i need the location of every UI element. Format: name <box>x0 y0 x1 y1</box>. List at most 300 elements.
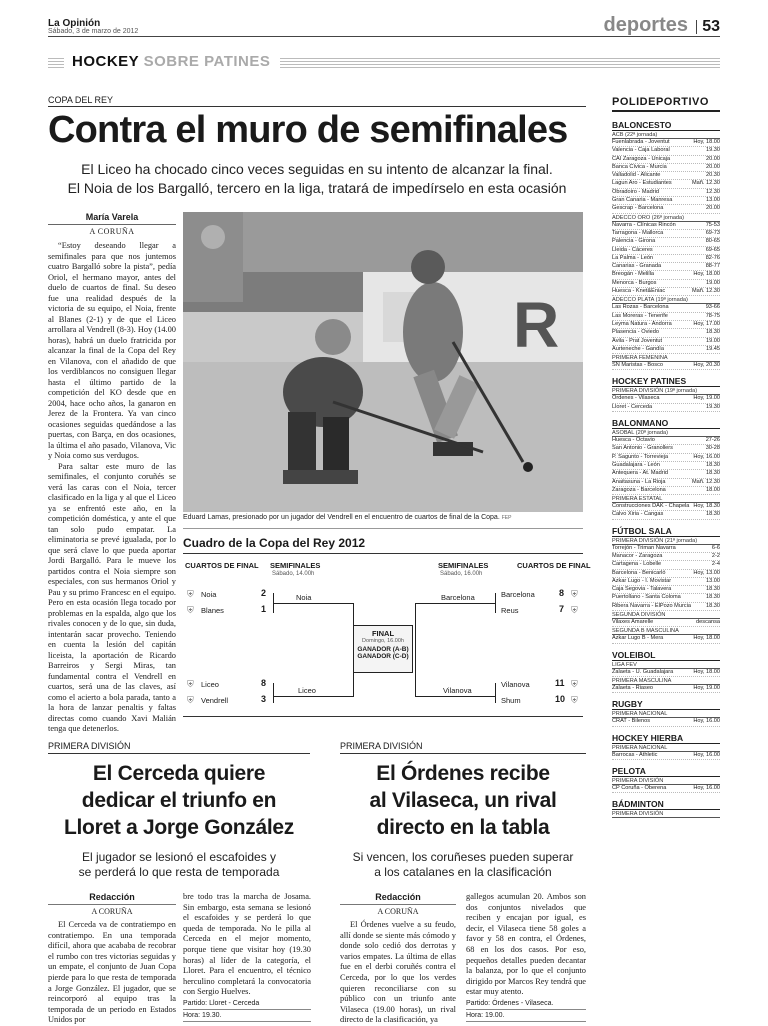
match-name: Las Rozas - Barcelona <box>612 304 669 311</box>
bracket-score: 1 <box>261 604 267 614</box>
bracket-team: Barcelona <box>501 590 535 599</box>
bracket-sf-team: Vilanova <box>443 686 472 695</box>
match-name: San Antonio - Granollers <box>612 445 673 452</box>
team-crest-icon: ⛨ <box>571 605 578 615</box>
match-name: Huesca - Knet&Eniac <box>612 288 666 295</box>
bracket-top-rule <box>183 553 583 554</box>
bracket-score: 11 <box>555 678 565 688</box>
match-result: Mañ. 12.30 <box>692 288 720 295</box>
result-row <box>612 594 720 602</box>
competition-label: ACB (22ª jornada) <box>612 132 720 139</box>
team-crest-icon: ⛨ <box>187 695 194 705</box>
match-result: 18.00 <box>706 486 720 493</box>
bracket-line <box>273 696 353 697</box>
team-crest-icon: ⛨ <box>187 589 194 599</box>
story3-infobox <box>466 998 586 1022</box>
bracket-bottom-rule <box>183 716 583 717</box>
bracket-team: Reus <box>501 606 519 615</box>
match-name: Palencia - Girona <box>612 238 656 245</box>
match-result: Hoy, 18.00 <box>693 635 720 642</box>
result-row <box>612 313 720 321</box>
match-result: Mañ. 12.30 <box>692 180 720 187</box>
match-result: 78-75 <box>705 312 720 319</box>
story2-headline <box>40 760 318 841</box>
result-row <box>612 362 720 370</box>
story2-subtitle-line: El jugador se lesionó el escafoides y <box>81 850 277 864</box>
story2-infobox <box>183 998 311 1022</box>
photo-credit: FEP <box>501 515 512 521</box>
story2-info-match: Partido: Lloret - Cerceda <box>183 998 311 1010</box>
match-result: 19.00 <box>706 279 720 286</box>
main-location: A CORUÑA <box>89 227 135 236</box>
match-result: 93-66 <box>705 304 720 311</box>
sidebar-content <box>612 120 720 818</box>
match-result: Hoy, 16.00 <box>693 751 720 758</box>
result-row <box>612 180 720 188</box>
match-result: 2-2 <box>711 552 720 559</box>
match-result: Hoy, 16.00 <box>693 784 720 791</box>
polideportivo-sidebar <box>612 96 720 1024</box>
match-name: Canarias - Granada <box>612 263 662 270</box>
match-name: Calvo Xiria - Cangas <box>612 511 664 518</box>
page-separator <box>696 20 697 34</box>
match-result: 18.30 <box>706 511 720 518</box>
result-row <box>612 147 720 155</box>
result-row <box>612 205 720 213</box>
match-name: Las Moreras - Tenerife <box>612 312 668 319</box>
match-result: 27-26 <box>705 437 720 444</box>
sport-heading: BALONMANO <box>612 418 720 429</box>
match-result: 18.30 <box>706 602 720 609</box>
result-row <box>612 346 720 354</box>
match-name: Gescrap - Barcelona <box>612 205 664 212</box>
match-name: Huesca - Octavio <box>612 437 655 444</box>
match-name: Azkar Lugo - I. Movistar <box>612 577 672 584</box>
bracket-line <box>273 603 353 604</box>
match-name: Aurteneche - Gandía <box>612 345 664 352</box>
result-row <box>612 189 720 197</box>
main-subtitle-line-1: El Liceo ha chocado cinco veces seguidas en su intento de alcanzar la final. <box>81 161 553 177</box>
match-name: Órdenes - Vilaseca <box>612 395 660 402</box>
bracket-final-box <box>353 625 413 673</box>
match-result: 69-73 <box>705 229 720 236</box>
main-byline-rule <box>48 224 176 225</box>
match-name: Antequera - At. Madrid <box>612 470 668 477</box>
story3-info-time: Hora: 19.00. <box>466 1010 586 1022</box>
match-result: Hoy, 16.00 <box>693 718 720 725</box>
match-result: 20.00 <box>706 205 720 212</box>
story2-paragraph: El Cerceda va de contratiempo en contratiempo. En una temporada difícil, ahora que acababa de recobrar el rumbo con tres victorias seguidas y un empate, el conjunto de Juan Copa pierde para lo que resta de temporada a Jorge González. El jugador, que se reincorporó al equipo tras la temporada de un periodo en Estados Unidos por <box>48 920 176 1025</box>
competition-label: SEGUNDA B MASCULINA <box>612 628 720 635</box>
result-row <box>612 197 720 205</box>
competition-label: PRIMERA DIVISIÓN (19ª jornada) <box>612 388 720 395</box>
cup-bracket <box>183 555 591 715</box>
match-result: 69-65 <box>705 246 720 253</box>
main-photo <box>183 212 583 512</box>
match-name: Ribera Navarra - ElPozo Murcia <box>612 602 691 609</box>
match-result: 18.30 <box>706 470 720 477</box>
story3-paragraph: El Órdenes vuelve a su feudo, allí donde se siente más cómodo y donde solo cedió dos derrotas y varios empates. La última de ellas fue en el derbi coruñés contra el Cerceda, por lo que los verdes quieren reconciliarse con su público con un triunfo ante Vilaseca (19.00 horas), un rival directo de la clasificación, ya <box>340 920 456 1025</box>
result-row <box>612 669 720 677</box>
bracket-final-label: FINAL <box>371 629 395 638</box>
bracket-title: Cuadro de la Copa del Rey 2012 <box>183 536 366 550</box>
match-result: 19.30 <box>706 403 720 410</box>
match-result: 12.30 <box>706 188 720 195</box>
result-row <box>612 271 720 279</box>
match-result: Hoy, 18.30 <box>693 503 720 510</box>
main-headline: Contra el muro de semifinales <box>48 109 568 151</box>
match-name: Valencia - Caja Laboral <box>612 147 670 154</box>
match-name: P. Sagunto - Torrevieja <box>612 453 669 460</box>
result-row <box>612 395 720 403</box>
bracket-final-time: Domingo, 16.00h <box>362 638 404 644</box>
match-name: Leyma Natura - Andorra <box>612 320 672 327</box>
sport-heading: HOCKEY HIERBA <box>612 733 720 744</box>
story2-subtitle <box>48 850 310 880</box>
result-row <box>612 280 720 288</box>
story2-info-time: Hora: 19.30. <box>183 1010 311 1022</box>
story2-kicker-rule <box>48 753 310 754</box>
match-name: Valladolid - Alicante <box>612 172 661 179</box>
main-subtitle-line-2: El Noia de los Bargalló, tercero en la liga, tratará de impedírselo en esta ocasión <box>67 180 567 196</box>
story3-col1 <box>340 920 456 1024</box>
bracket-sf-right-label: SEMIFINALES <box>438 561 489 570</box>
photo-caption-text: Eduard Lamas, presionado por un jugador del Vendrell en el encuentro de cuartos de final de la Copa. <box>183 514 500 521</box>
competition-label: PRIMERA FEMENINA <box>612 355 720 362</box>
bracket-score: 8 <box>261 678 267 688</box>
story3-subtitle <box>336 850 590 880</box>
match-name: Manacor - Zaragoza <box>612 552 663 559</box>
match-result: 18.30 <box>706 586 720 593</box>
bracket-sf-team: Barcelona <box>441 593 475 602</box>
match-result: 19.00 <box>706 337 720 344</box>
story3-location: A CORUÑA <box>377 907 419 916</box>
main-subtitle <box>48 160 586 198</box>
match-name: Construcciones DAK - Chapela <box>612 503 690 510</box>
bracket-qf-left-label: CUARTOS DE FINAL <box>185 561 259 570</box>
competition-label: LIGA FEV <box>612 662 720 669</box>
bracket-team: Noia <box>201 590 217 599</box>
bracket-qf-right-label: CUARTOS DE FINAL <box>517 561 591 570</box>
story2-kicker: PRIMERA DIVISIÓN <box>48 741 131 751</box>
match-name: Vilaxes Amarelle <box>612 619 654 626</box>
match-result: 2-4 <box>711 561 720 568</box>
team-crest-icon: ⛨ <box>187 679 194 689</box>
result-row <box>612 304 720 312</box>
competition-label: ADECCO PLATA (19ª jornada) <box>612 297 720 304</box>
match-result: Hoy, 13.00 <box>693 569 720 576</box>
band-hatch-left <box>48 58 64 68</box>
sport-heading: BALONCESTO <box>612 120 720 131</box>
bracket-score: 10 <box>555 694 566 704</box>
bracket-line <box>415 696 495 697</box>
match-name: La Palma - León <box>612 254 654 261</box>
competition-label: PRIMERA DIVISIÓN (21ª jornada) <box>612 538 720 545</box>
issue-date: Sábado, 3 de marzo de 2012 <box>48 28 139 35</box>
match-result: 13.00 <box>706 577 720 584</box>
photo-caption <box>183 514 583 521</box>
result-row <box>612 462 720 470</box>
match-name: Barrocas - Athletic <box>612 751 658 758</box>
bracket-line <box>415 603 495 604</box>
match-result: 13.00 <box>706 197 720 204</box>
sidebar-title: POLIDEPORTIVO <box>612 96 720 112</box>
sport-heading: VOLEIBOL <box>612 650 720 661</box>
competition-label: PRIMERA MASCULINA <box>612 678 720 685</box>
result-row <box>612 255 720 263</box>
result-row <box>612 288 720 296</box>
section-band <box>48 53 720 70</box>
match-name: Zaragoza - Barcelona <box>612 486 666 493</box>
story3-kicker-rule <box>340 753 586 754</box>
match-result: Hoy, 19.00 <box>693 395 720 402</box>
band-hatch-right <box>280 58 720 68</box>
match-result: 19.45 <box>706 345 720 352</box>
bracket-score: 7 <box>559 604 565 614</box>
story3-byline: Redacción <box>375 892 421 902</box>
sport-heading: PELOTA <box>612 766 720 777</box>
match-name: Lloret - Cerceda <box>612 403 653 410</box>
story2-col2 <box>183 892 311 997</box>
story3-kicker: PRIMERA DIVISIÓN <box>340 741 423 751</box>
bracket-line <box>273 683 274 703</box>
match-result: Hoy, 18.00 <box>693 271 720 278</box>
publication-name: La Opinión <box>48 18 101 29</box>
match-name: Tarragona - Mallorca <box>612 229 664 236</box>
story3-subtitle-line: Si vencen, los coruñeses pueden superar <box>352 850 574 864</box>
band-title <box>68 53 274 70</box>
result-row <box>612 685 720 693</box>
bracket-score: 2 <box>261 588 267 598</box>
team-crest-icon: ⛨ <box>187 605 194 615</box>
match-name: Lagun Aro - Estudiantes <box>612 180 672 187</box>
match-name: CP Coruña - Oberena <box>612 784 667 791</box>
story3-col2 <box>466 892 586 997</box>
result-row <box>612 139 720 147</box>
match-name: Anaitasuna - La Rioja <box>612 478 666 485</box>
result-row <box>612 635 720 643</box>
bracket-final-line: GANADOR (A-B) <box>357 646 409 653</box>
competition-label: PRIMERA ESTATAL <box>612 496 720 503</box>
result-row <box>612 487 720 495</box>
result-row <box>612 479 720 487</box>
match-name: Torrejón - Triman Navarra <box>612 544 676 551</box>
story2-byline-rule <box>48 904 176 905</box>
result-row <box>612 511 720 519</box>
match-name: SN Maristas - Bosco <box>612 362 663 369</box>
result-row <box>612 561 720 569</box>
competition-label: PRIMERA DIVISIÓN <box>612 811 720 818</box>
match-result: descansa <box>696 619 720 626</box>
result-row <box>612 263 720 271</box>
result-row <box>612 404 720 412</box>
result-row <box>612 437 720 445</box>
bracket-score: 8 <box>559 588 565 598</box>
result-row <box>612 238 720 246</box>
bracket-sf-team: Noia <box>296 593 312 602</box>
match-name: Plasencia - Oviedo <box>612 329 659 336</box>
story2-col1 <box>48 920 176 1024</box>
bracket-final-line: GANADOR (C-D) <box>357 653 409 660</box>
match-result: Hoy, 20.30 <box>693 362 720 369</box>
result-row <box>612 222 720 230</box>
match-name: Obradoiro - Madrid <box>612 188 659 195</box>
team-crest-icon: ⛨ <box>571 695 578 705</box>
result-row <box>612 718 720 726</box>
svg-text:R: R <box>513 289 560 361</box>
match-name: CAI Zaragoza - Unicaja <box>612 155 671 162</box>
result-row <box>612 752 720 760</box>
story2-subtitle-line: se perderá lo que resta de temporada <box>78 865 280 879</box>
match-result: 82-76 <box>705 254 720 261</box>
story3-subtitle-line: a los catalanes en la clasificación <box>374 865 552 879</box>
sport-heading: HOCKEY PATINES <box>612 376 720 387</box>
match-result: 20.00 <box>706 163 720 170</box>
bracket-line <box>415 603 416 697</box>
match-name: Cartagena - Lobelle <box>612 561 662 568</box>
match-name: Banca Cívica - Murcia <box>612 163 667 170</box>
match-name: Caja Segovia - Talavera <box>612 586 672 593</box>
competition-label: ADECCO ORO (26ª jornada) <box>612 215 720 222</box>
match-result: 20.30 <box>706 172 720 179</box>
match-result: Hoy, 17.00 <box>693 320 720 327</box>
main-byline: María Varela <box>85 212 139 222</box>
result-row <box>612 172 720 180</box>
match-name: Ávila - Prat Joventut <box>612 337 663 344</box>
story2-headline-line: dedicar el triunfo en <box>81 789 277 812</box>
match-name: Fuenlabrada - Joventut <box>612 139 670 145</box>
competition-label: PRIMERA NACIONAL <box>612 711 720 718</box>
main-kicker-rule <box>48 106 586 107</box>
story2-paragraph: bre todo tras la marcha de Josama. Sin embargo, esta semana se lesionó el escafoides y se perderá lo que queda de temporada. No le pilla al Cerceda en el mejor momento, porque tiene que visitar hoy (19.30 horas) al líder de la categoría, el Lloret. Para el encuentro, el técnico herculino completará la convocatoria con Sergio Huelves. <box>183 892 311 997</box>
match-result: 6-6 <box>711 544 720 551</box>
result-row <box>612 570 720 578</box>
competition-label: PRIMERA NACIONAL <box>612 745 720 752</box>
match-result: 20.00 <box>706 155 720 162</box>
match-result: Hoy, 16.00 <box>693 453 720 460</box>
match-result: 80-65 <box>705 238 720 245</box>
bracket-team: Vilanova <box>501 680 530 689</box>
team-crest-icon: ⛨ <box>571 679 578 689</box>
result-row <box>612 321 720 329</box>
result-row <box>612 338 720 346</box>
bracket-team: Vendrell <box>201 696 229 705</box>
match-name: Zalaeta - Riaseo <box>612 684 654 691</box>
match-name: Menorca - Burgos <box>612 279 657 286</box>
result-row <box>612 164 720 172</box>
story3-headline <box>336 760 590 841</box>
result-row <box>612 586 720 594</box>
result-row <box>612 247 720 255</box>
match-name: Guadalajara - León <box>612 461 660 468</box>
bracket-line <box>495 593 496 613</box>
match-name: Zalaeta - U. Guadalajara <box>612 668 674 675</box>
result-row <box>612 470 720 478</box>
match-name: Gran Canaria - Manresa <box>612 197 673 204</box>
result-row <box>612 503 720 511</box>
match-name: Barcelona - Benicarló <box>612 569 666 576</box>
result-row <box>612 553 720 561</box>
bracket-team: Blanes <box>201 606 224 615</box>
story3-headline-line: El Órdenes recibe <box>376 762 550 785</box>
main-body <box>48 241 176 733</box>
match-name: Navarra - Clínicas Rincón <box>612 221 676 228</box>
story3-headline-line: al Vilaseca, un rival <box>369 789 557 812</box>
match-name: Lleida - Cáceres <box>612 246 653 253</box>
match-result: 18.30 <box>706 461 720 468</box>
section-name: deportes <box>603 14 688 36</box>
match-name: Azkar Lugo B - Mera <box>612 635 664 642</box>
match-result: Hoy, 19.00 <box>693 684 720 691</box>
masthead-rule <box>48 36 720 37</box>
bracket-sf-right-time: Sábado, 16.00h <box>440 571 483 577</box>
match-name: Puertollano - Santa Coloma <box>612 594 681 601</box>
bracket-sf-left-label: SEMIFINALES <box>270 561 321 570</box>
main-kicker: COPA DEL REY <box>48 95 114 105</box>
story3-info-match: Partido: Órdenes - Vilaseca. <box>466 998 586 1010</box>
story2-byline: Redacción <box>89 892 135 902</box>
result-row <box>612 329 720 337</box>
hockey-photo-illustration <box>183 212 583 512</box>
match-result: 18.30 <box>706 594 720 601</box>
result-row <box>612 545 720 553</box>
caption-rule <box>183 528 583 529</box>
result-row <box>612 619 720 627</box>
result-row <box>612 230 720 238</box>
story2-headline-line: El Cerceda quiere <box>92 762 266 785</box>
sport-heading: BÁDMINTON <box>612 799 720 810</box>
bracket-sf-team: Liceo <box>298 686 316 695</box>
competition-label: ASOBAL (20ª jornada) <box>612 430 720 437</box>
story3-byline-rule <box>340 904 456 905</box>
story2-location: A CORUÑA <box>91 907 133 916</box>
match-result: 75-53 <box>705 221 720 228</box>
main-paragraph: “Estoy deseando llegar a semifinales para que nos juntemos cuatro Bargalló sobre la pista”, pedía Oriol, el hermano mayor, antes del duelo de cuartos de final. Su deseo fue una realidad después de la victoria de su equipo, el Noia, frente al Blanes (2-1) y de que el Liceo arrollara al Vendrell (8-3). Hoy (14.00 horas), habrá un duelo fratricida por alcanzar la final de la Copa del Rey en Vilanova, con el añadido de que los verdiblancos no consiguen llegar hasta el último partido de la competición del KO desde que en 2004, hace ocho años, la ganaron en Jerez de la Frontera. Ya van cinco ocasiones seguidas quedándose a las puertas, con Barça, en dos ocasiones, la última el año pasado, Vilanova, Vic y Noia como sus verdugos. <box>48 241 176 460</box>
match-result: 88-77 <box>705 263 720 270</box>
band-title-word2: SOBRE PATINES <box>143 53 271 70</box>
band-title-word1: HOCKEY <box>72 53 139 70</box>
main-paragraph: Para saltar este muro de las semifinales, el conjunto coruñés se verá las caras con el Noia, tercer clasificado en la liga y al que el Liceo ya se enfrentó este año, en la competición doméstica, y ante el que tan solo pudo empatar. La eliminatoria se prevé igualada, por lo que será clave lo que pueda aportar Jordi Bargalló. Para le mueve los partidos contra el Noia siempre son especiales, con sus hermanos Oriol y Pau y su primo Francesc en el equipo. Pero en esta ocasión llega tocado por problemas en la espalda, algo que los rivales conocen y de lo que, sin duda, intentarán sacar provecho. Teniendo en cuenta la lesión del capitán liceista, la aportación de Ricardo Barreiros y Sergi Miras, tan fundamental contra el Vendrell en cuartos, será una de las claves, así como el acierto a bola parada, tanto a la hora de lanzar penaltis y faltas directas como cuando Xavi Malián tenga que detenerlos. <box>48 461 176 733</box>
result-row <box>612 785 720 793</box>
result-row <box>612 156 720 164</box>
result-row <box>612 603 720 611</box>
result-row <box>612 445 720 453</box>
competition-label: SEGUNDA DIVISIÓN <box>612 612 720 619</box>
story3-paragraph: gallegos acumulan 20. Ambos son dos conjuntos nivelados que reciben y encajan por igual, es decir, el Vilaseca tiene 58 goles a favor y 58 en contra, el Órdenes, 68 en los dos casos. Por eso, pequeños detalles pueden decantar la balanza, por lo que el conjunto dirigido por Marcos Rey tendrá que estar muy atento. <box>466 892 586 997</box>
match-name: Breogán - Melilla <box>612 271 654 278</box>
bracket-line <box>495 683 496 703</box>
result-row <box>612 454 720 462</box>
story2-headline-line: Lloret a Jorge González <box>64 816 294 839</box>
match-name: CRAT - Bilenos <box>612 718 651 725</box>
match-result: 30-28 <box>705 445 720 452</box>
bracket-team: Shum <box>501 696 521 705</box>
sport-heading: RUGBY <box>612 699 720 710</box>
sport-heading: FÚTBOL SALA <box>612 526 720 537</box>
match-result: Mañ. 12.30 <box>692 478 720 485</box>
match-result: 18.30 <box>706 329 720 336</box>
page-number: 53 <box>702 18 720 35</box>
bracket-sf-left-time: Sábado, 14.00h <box>272 571 315 577</box>
story3-headline-line: directo en la tabla <box>376 816 550 839</box>
competition-label: PRIMERA DIVISIÓN <box>612 778 720 785</box>
team-crest-icon: ⛨ <box>571 589 578 599</box>
bracket-team: Liceo <box>201 680 219 689</box>
result-row <box>612 578 720 586</box>
bracket-score: 3 <box>261 694 267 704</box>
match-result: 19.30 <box>706 147 720 154</box>
match-result: Hoy, 18.00 <box>693 139 720 145</box>
